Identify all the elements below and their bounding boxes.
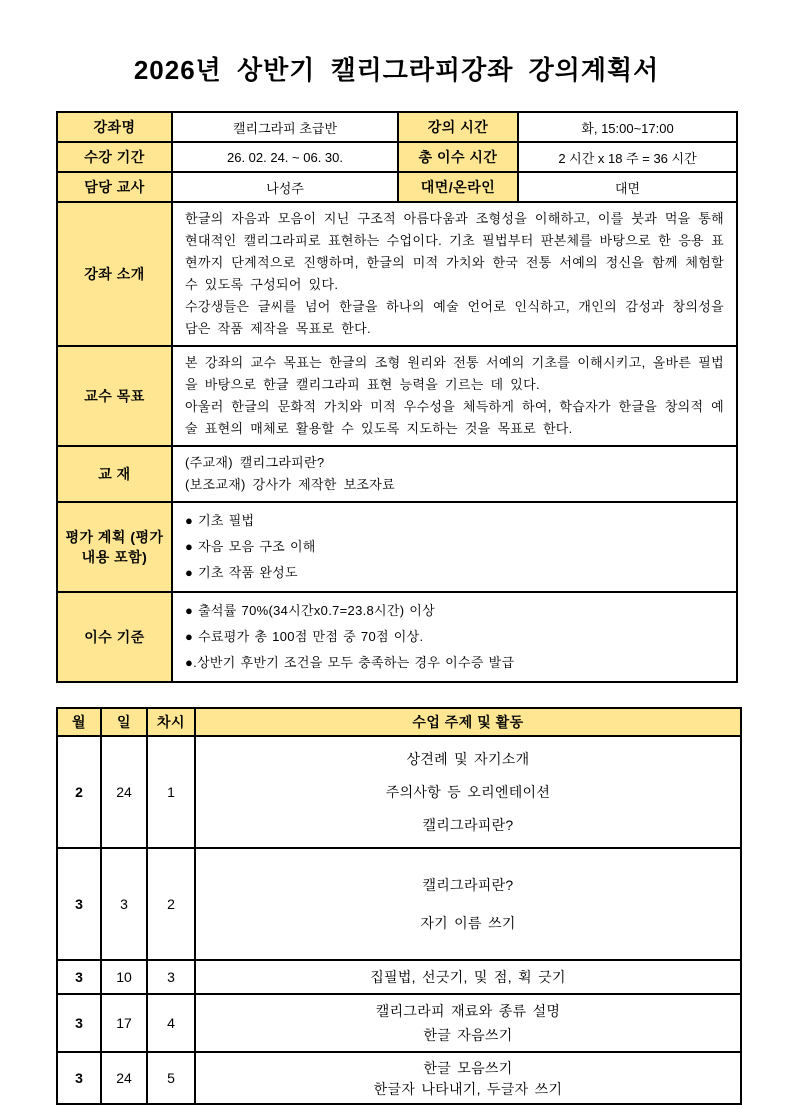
topic-header: 수업 주제 및 활동 xyxy=(195,708,741,736)
teaching-goal-content xyxy=(172,346,737,446)
bullet-item: ● 자음 모음 구조 이해 xyxy=(185,539,316,554)
course-period-label: 수강 기간 xyxy=(57,142,172,172)
session-cell: 2 xyxy=(147,848,195,960)
table-row-evaluation-plan xyxy=(57,502,737,592)
course-period-value: 26. 02. 24. ~ 06. 30. xyxy=(172,142,398,172)
schedule-row xyxy=(57,848,741,960)
paragraph: 아울러 한글의 문화적 가치와 미적 우수성을 체득하게 하여, 학습자가 한글을 창의적 예술 표현의 매체로 활용할 수 있도록 지도하는 것을 목표로 한다. xyxy=(185,399,724,436)
paragraph: 수강생들은 글씨를 넘어 한글을 하나의 예술 언어로 인식하고, 개인의 감성과 창의성을 담은 작품 제작을 목표로 한다. xyxy=(185,299,724,336)
table-row xyxy=(57,112,737,142)
course-intro-content xyxy=(172,202,737,346)
day-cell: 17 xyxy=(101,994,147,1052)
day-cell: 24 xyxy=(101,736,147,848)
table-row-teaching-goal xyxy=(57,346,737,446)
course-info-table xyxy=(56,111,738,683)
course-intro-label: 강좌 소개 xyxy=(57,202,172,346)
paragraph: 본 강좌의 교수 목표는 한글의 조형 원리와 전통 서예의 기초를 이해시키고, 올바른 필법을 바탕으로 한글 캘리그라피 표현 능력을 기르는 데 있다. xyxy=(185,355,724,392)
topic-line: 캘리그라피 재료와 종류 설명 xyxy=(375,1003,561,1019)
topic-line: 캘리그라피란? xyxy=(422,877,514,893)
completion-criteria-label: 이수 기준 xyxy=(57,592,172,682)
topic-cell xyxy=(195,960,741,994)
schedule-header-row xyxy=(57,708,741,736)
lecture-time-value: 화, 15:00~17:00 xyxy=(518,112,737,142)
topic-cell xyxy=(195,994,741,1052)
bullet-item: ● 기초 작품 완성도 xyxy=(185,565,298,580)
teaching-goal-label: 교수 목표 xyxy=(57,346,172,446)
month-cell: 2 xyxy=(57,736,101,848)
session-cell: 5 xyxy=(147,1052,195,1104)
schedule-row xyxy=(57,994,741,1052)
bullet-item: ● 수료평가 총 100점 만점 중 70점 이상. xyxy=(185,629,424,644)
online-offline-value: 대면 xyxy=(518,172,737,202)
total-hours-label: 총 이수 시간 xyxy=(398,142,518,172)
topic-cell xyxy=(195,736,741,848)
course-name-value: 캘리그라피 초급반 xyxy=(172,112,398,142)
completion-criteria-content xyxy=(172,592,737,682)
schedule-row xyxy=(57,736,741,848)
session-cell: 1 xyxy=(147,736,195,848)
day-cell: 10 xyxy=(101,960,147,994)
textbook-content xyxy=(172,446,737,502)
day-cell: 3 xyxy=(101,848,147,960)
month-header: 월 xyxy=(57,708,101,736)
paragraph: 한글의 자음과 모음이 지닌 구조적 아름다움과 조형성을 이해하고, 이를 붓과 먹을 통해 현대적인 캘리그라피로 표현하는 수업이다. 기초 필법부터 판본체를 바탕으로 한 응용 표현까지 단계적으로 진행하며, 한글의 미적 가치와 한국 전통 서예의 정신을 함께 체험할 수 있도록 구성되어 있다. xyxy=(185,211,724,292)
table-row-textbook xyxy=(57,446,737,502)
topic-line: 한글자 나타내기, 두글자 쓰기 xyxy=(373,1080,563,1097)
table-row xyxy=(57,172,737,202)
topic-line: 집필법, 선긋기, 및 점, 획 긋기 xyxy=(370,969,566,985)
table-gap xyxy=(0,683,793,707)
topic-line: 캘리그라피란? xyxy=(422,817,514,834)
table-row xyxy=(57,142,737,172)
session-cell: 3 xyxy=(147,960,195,994)
bullet-item: ● 출석률 70%(34시간x0.7=23.8시간) 이상 xyxy=(185,603,436,618)
paragraph: (보조교재) 강사가 제작한 보조자료 xyxy=(185,477,396,492)
month-cell: 3 xyxy=(57,960,101,994)
paragraph: (주교재) 캘리그라피란? xyxy=(185,455,325,470)
topic-line: 한글 모음쓰기 xyxy=(423,1059,513,1076)
month-cell: 3 xyxy=(57,994,101,1052)
schedule-row xyxy=(57,1052,741,1104)
evaluation-plan-content xyxy=(172,502,737,592)
month-cell: 3 xyxy=(57,848,101,960)
teacher-value: 나성주 xyxy=(172,172,398,202)
topic-cell xyxy=(195,1052,741,1104)
session-header: 차시 xyxy=(147,708,195,736)
day-header: 일 xyxy=(101,708,147,736)
teacher-label: 담당 교사 xyxy=(57,172,172,202)
day-cell: 24 xyxy=(101,1052,147,1104)
table-row-course-intro xyxy=(57,202,737,346)
bullet-item: ● 기초 필법 xyxy=(185,513,255,528)
topic-line: 상견례 및 자기소개 xyxy=(406,750,530,767)
course-name-label: 강좌명 xyxy=(57,112,172,142)
month-cell: 3 xyxy=(57,1052,101,1104)
topic-line: 한글 자음쓰기 xyxy=(423,1027,513,1043)
bullet-item: ●.상반기 후반기 조건을 모두 충족하는 경우 이수증 발급 xyxy=(185,655,515,670)
page-title: 2026년 상반기 캘리그라피강좌 강의계획서 xyxy=(133,55,660,85)
total-hours-value: 2 시간 x 18 주 = 36 시간 xyxy=(518,142,737,172)
online-offline-label: 대면/온라인 xyxy=(398,172,518,202)
lecture-time-label: 강의 시간 xyxy=(398,112,518,142)
topic-line: 주의사항 등 오리엔테이션 xyxy=(385,783,551,800)
schedule-row xyxy=(57,960,741,994)
evaluation-plan-label: 평가 계획 (평가 내용 포함) xyxy=(57,502,172,592)
table-row-completion-criteria xyxy=(57,592,737,682)
schedule-table xyxy=(56,707,742,1105)
topic-cell xyxy=(195,848,741,960)
session-cell: 4 xyxy=(147,994,195,1052)
textbook-label: 교 재 xyxy=(57,446,172,502)
topic-line: 자기 이름 쓰기 xyxy=(420,915,516,931)
